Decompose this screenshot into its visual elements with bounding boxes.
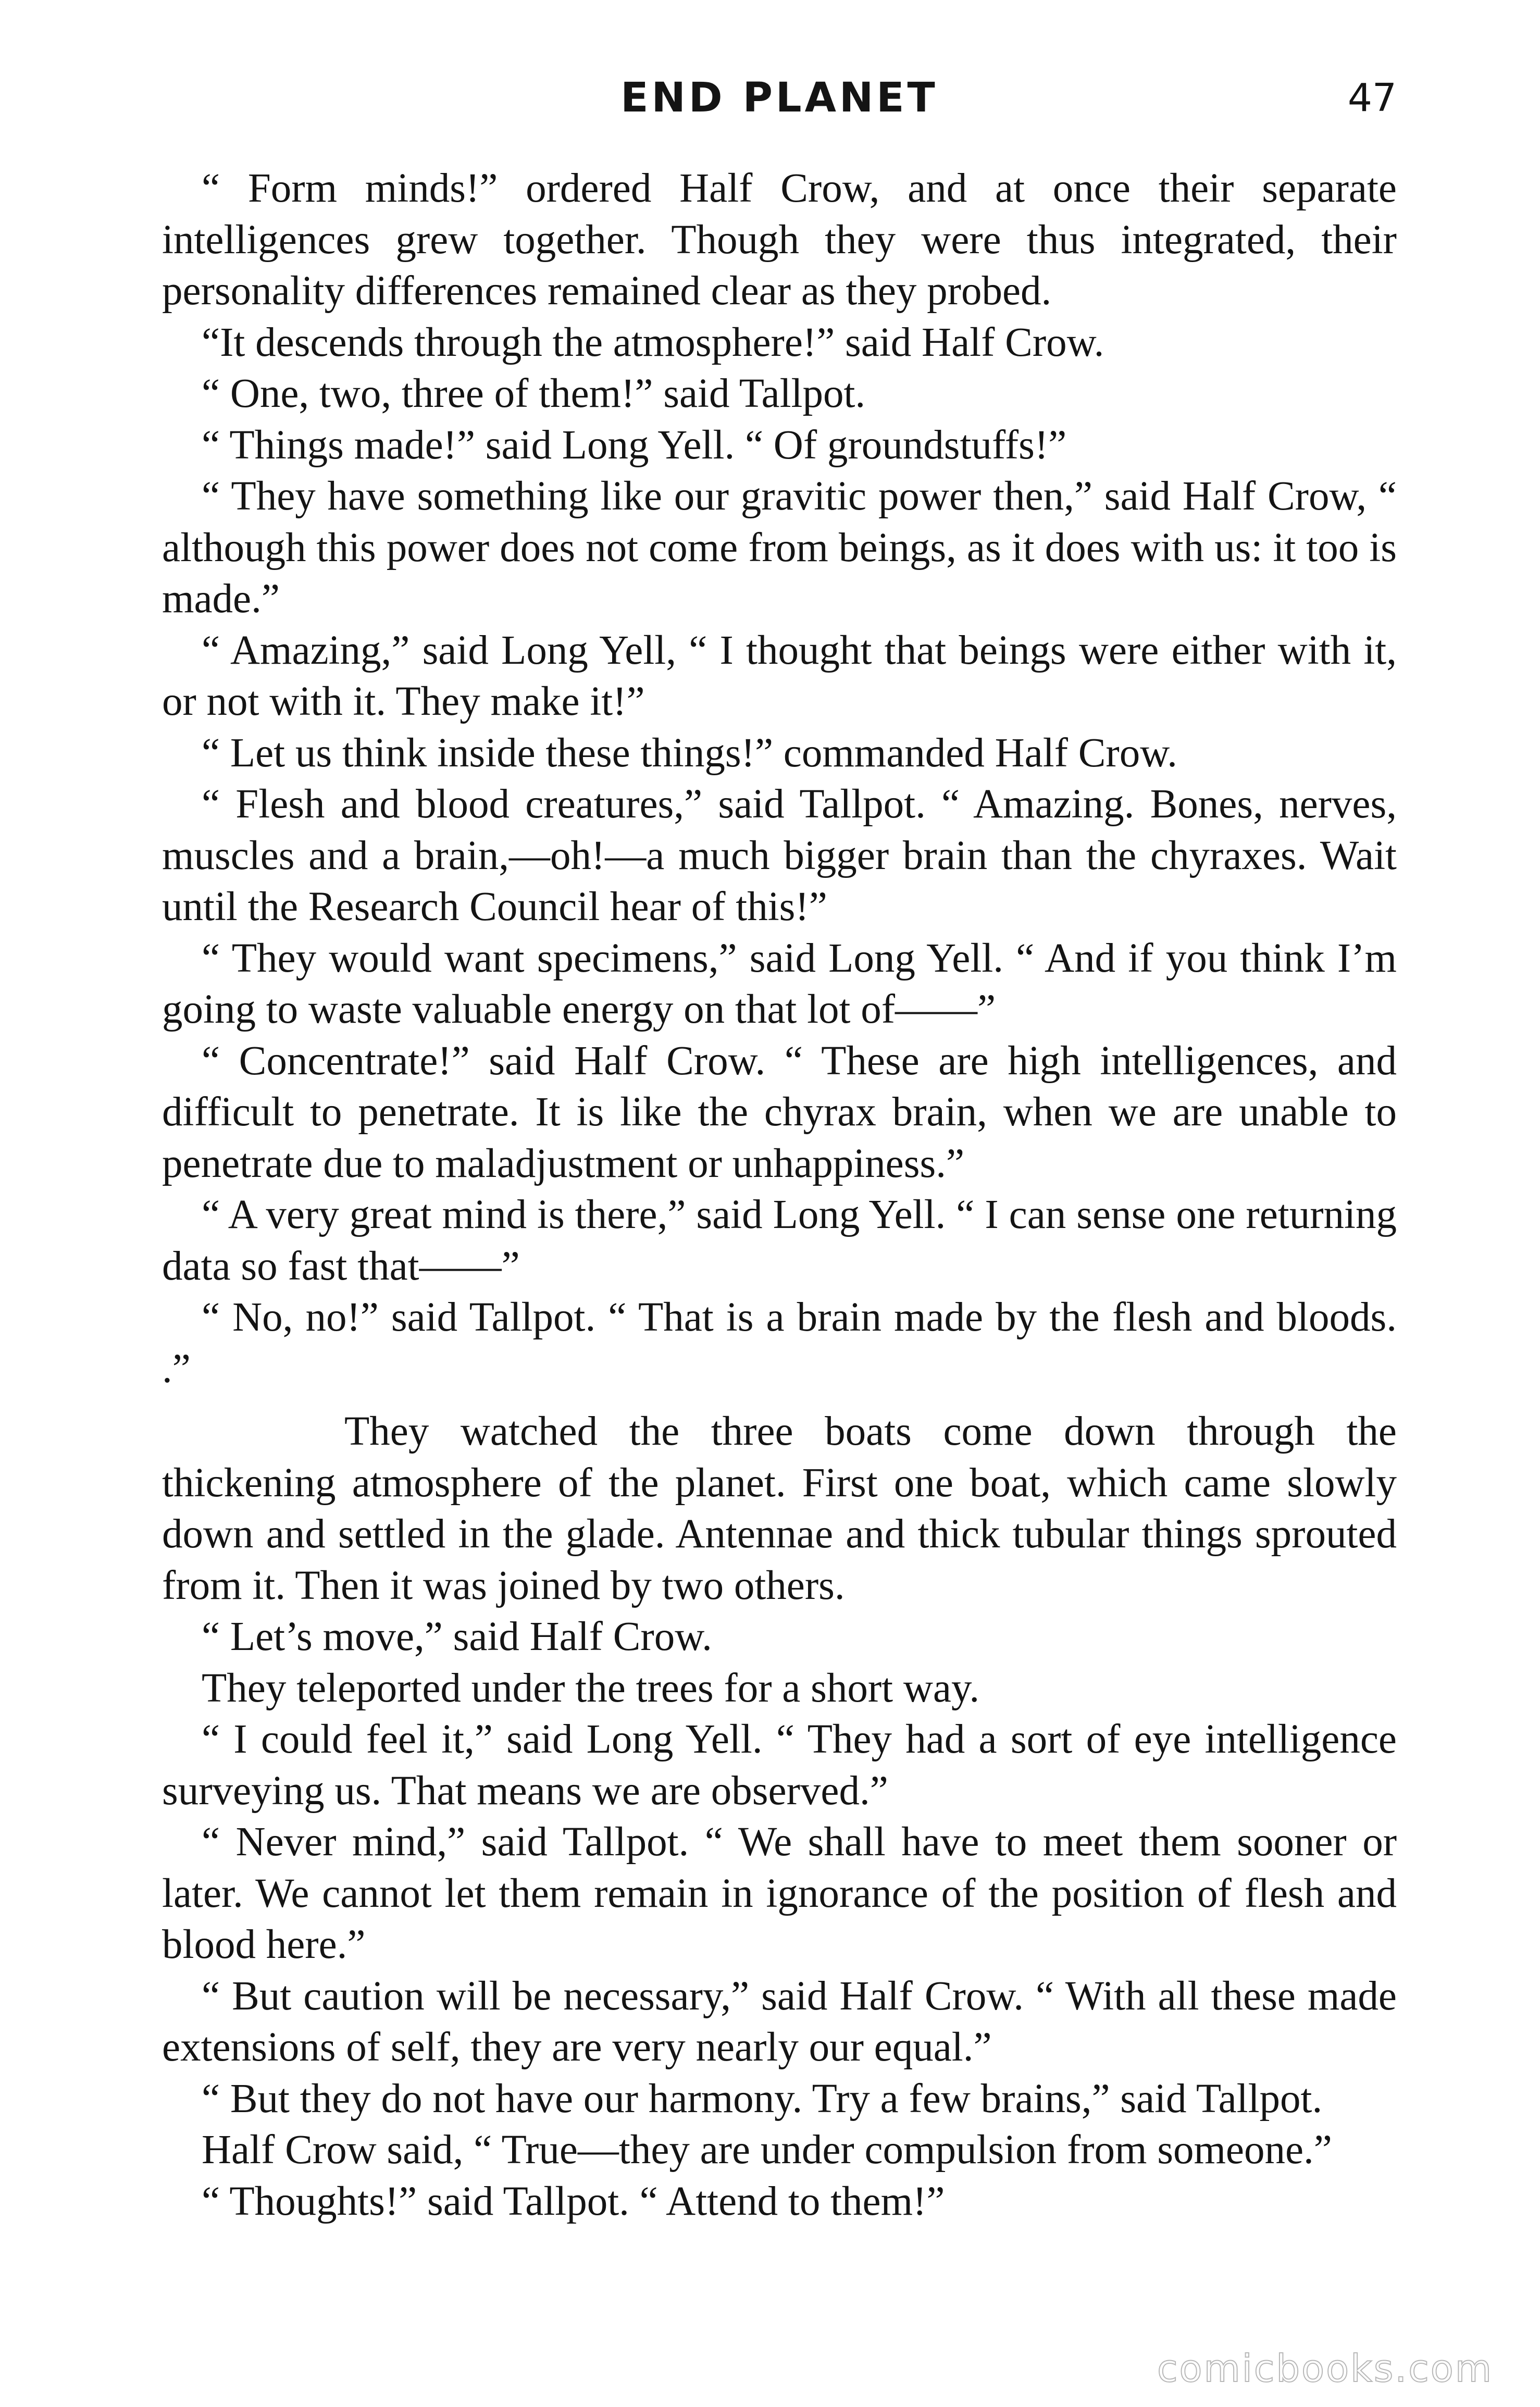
paragraph: They teleported under the trees for a short way. (202, 1665, 980, 1711)
watermark: comicbooks.com (1157, 2347, 1493, 2390)
page-header (162, 72, 1397, 129)
paragraph: “ No, no!” said Tallpot. “ That is a brain made by the flesh and bloods. .” (162, 1295, 1397, 1392)
body-text (162, 163, 1397, 2227)
paragraph: “ But they do not have our harmony. Try a few brains,” said Tallpot. (202, 2076, 1323, 2121)
paragraph: “ Flesh and blood creatures,” said Tallpot. “ Amazing. Bones, nerves, muscles and a brain,—oh!—a much bigger brain than the chyraxes. Wait until the Research Council hear of this!” (162, 781, 1397, 929)
paragraph: “It descends through the atmosphere!” said Half Crow. (202, 319, 1104, 365)
paragraph: “ Amazing,” said Long Yell, “ I thought that beings were either with it, or not with it. They make it!” (162, 627, 1397, 724)
paragraph: “ One, two, three of them!” said Tallpot. (202, 371, 866, 416)
paragraph: “ Never mind,” said Tallpot. “ We shall have to meet them sooner or later. We cannot let them remain in ignorance of the position of flesh and blood here.” (162, 1819, 1397, 1967)
running-title: END PLANET (620, 75, 938, 121)
paragraph: “ Thoughts!” said Tallpot. “ Attend to them!” (202, 2178, 945, 2224)
paragraph: “ A very great mind is there,” said Long Yell. “ I can sense one returning data so fast that——” (162, 1192, 1397, 1289)
page-number: 47 (1347, 76, 1397, 120)
paragraph: “ Form minds!” ordered Half Crow, and at once their separate intelligences grew together. Though they were thus integrated, their personality differences remained clear as they probed. (162, 166, 1397, 314)
paragraph: “ They have something like our gravitic power then,” said Half Crow, “ although this power does not come from beings, as it does with us: it too is made.” (162, 474, 1397, 622)
paragraph: Half Crow said, “ True—they are under compulsion from someone.” (202, 2127, 1332, 2173)
paragraph: “ Let us think inside these things!” commanded Half Crow. (202, 730, 1177, 776)
paragraph: “ I could feel it,” said Long Yell. “ They had a sort of eye intelligence surveying us. That means we are observed.” (162, 1717, 1397, 1814)
paragraph: “ Things made!” said Long Yell. “ Of groundstuffs!” (202, 422, 1067, 468)
paragraph: “ Concentrate!” said Half Crow. “ These are high intelligences, and difficult to penetrate. It is like the chyrax brain, when we are unable to penetrate due to maladjustment or unhappiness.” (162, 1038, 1397, 1186)
paragraph: “ They would want specimens,” said Long Yell. “ And if you think I’m going to waste valuable energy on that lot of——” (162, 935, 1397, 1032)
paragraph: “ Let’s move,” said Half Crow. (202, 1614, 712, 1659)
section-start-paragraph: They watched the three boats come down through the thickening atmosphere of the planet. First one boat, which came slowly down and settled in the glade. Antennae and thick tubular things sprouted from it. Then it was joined by two others. (162, 1409, 1397, 1608)
paragraph: “ But caution will be necessary,” said Half Crow. “ With all these made extensions of self, they are very nearly our equal.” (162, 1973, 1397, 2070)
